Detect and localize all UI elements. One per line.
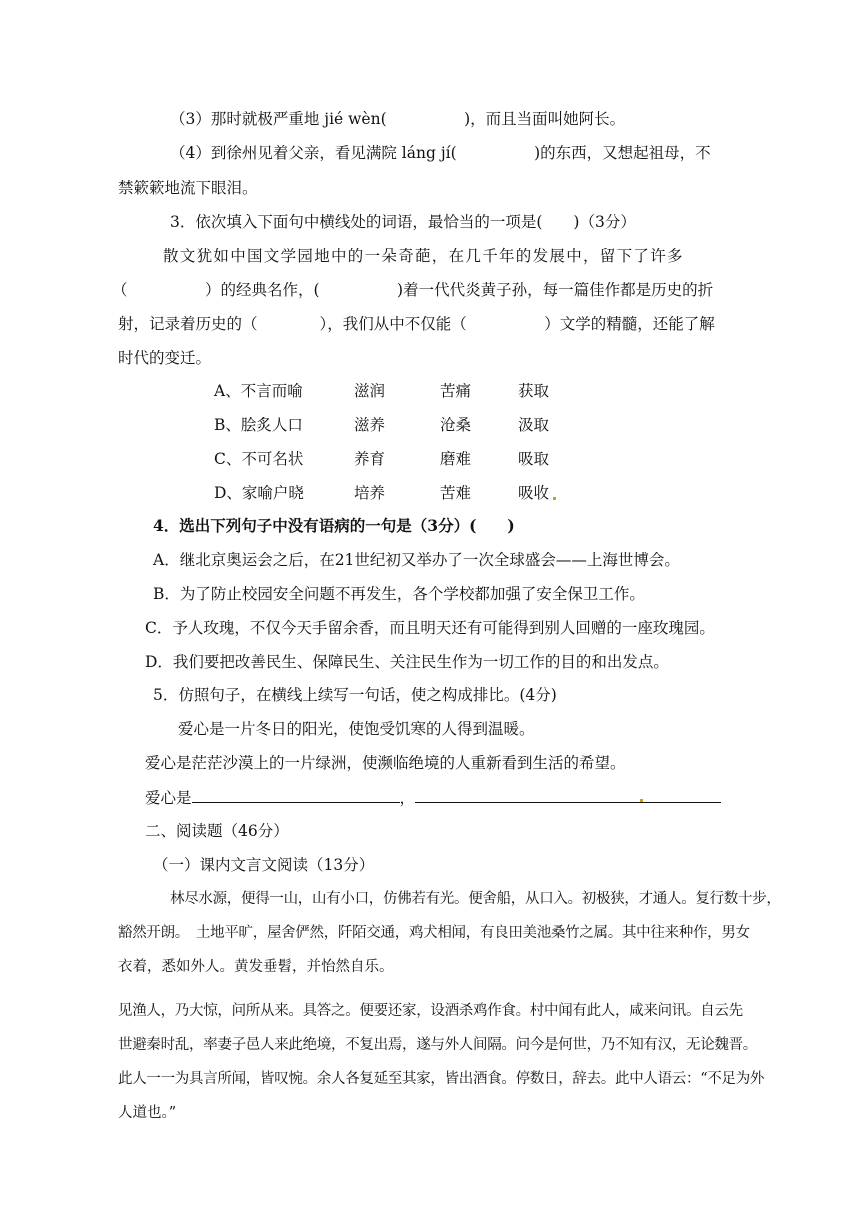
q3-para-line2: （ ）的经典名作，( )着一代代炎黄子孙，每一篇佳作都是历史的折 xyxy=(112,281,714,299)
q3-stem: 3．依次填入下面句中横线处的词语，最恰当的一项是( )（3分） xyxy=(170,213,636,231)
q5-answer-line xyxy=(145,786,721,809)
q4-option-c[interactable]: C．予人玫瑰，不仅今天手留余香，而且明天还有可能得到别人回赠的一座玫瑰园。 xyxy=(145,619,715,637)
yellow-dot-mark xyxy=(553,497,556,500)
q3-para-line3: 射，记录着历史的（ ），我们从中不仅能（ ）文学的精髓，还能了解 xyxy=(118,315,715,333)
option-label: A、不言而喻 xyxy=(214,382,303,400)
section-2-subsection-1: （一）课内文言文阅读（13分） xyxy=(153,856,375,874)
q5-answer-prefix: 爱心是 xyxy=(145,789,192,807)
q3-para-line4: 时代的变迁。 xyxy=(118,349,212,367)
q5-example-2: 爱心是茫茫沙漠上的一片绿洲，使濒临绝境的人重新看到生活的希望。 xyxy=(145,754,626,772)
passage-line-1: 林尽水源，便得一山，山有小口，仿佛若有光。便舍船，从口入。初极狭，才通人。复行数十步， xyxy=(170,891,781,907)
option-label: D、家喻户晓 xyxy=(214,484,304,502)
q2-item-3: （3）那时就极严重地 jié wèn( )，而且当面叫她阿长。 xyxy=(170,110,626,128)
passage-line-6: 此人一一为具言所闻，皆叹惋。余人各复延至其家，皆出酒食。停数日，辞去。此中人语云：“不足为外 xyxy=(118,1071,765,1087)
passage-line-5: 世避秦时乱，率妻子邑人来此绝境，不复出焉，遂与外人间隔。问今是何世，乃不知有汉，无论魏晋。 xyxy=(118,1037,757,1053)
q5-stem: 5．仿照句子，在横线上续写一句话，使之构成排比。(4分) xyxy=(153,686,557,704)
option-word-2: 滋养 xyxy=(354,416,386,434)
section-2-title: 二、阅读题（46分） xyxy=(145,822,289,840)
q5-answer-comma: ， xyxy=(399,789,416,807)
q2-item-4: （4）到徐州见着父亲，看见满院 láng jí( )的东西，又想起祖母，不 xyxy=(170,144,711,162)
option-word-3: 沧桑 xyxy=(440,416,472,434)
option-word-4: 汲取 xyxy=(518,416,550,434)
option-word-3: 苦痛 xyxy=(440,382,472,400)
passage-line-4: 见渔人，乃大惊，问所从来。具答之。便要还家，设酒杀鸡作食。村中闻有此人，咸来问讯。自云先 xyxy=(118,1003,743,1019)
passage-line-2: 豁然开朗。 土地平旷，屋舍俨然，阡陌交通，鸡犬相闻，有良田美池桑竹之属。其中往来种作，男女 xyxy=(118,925,750,941)
option-word-2: 培养 xyxy=(354,484,386,502)
passage-line-7: 人道也。” xyxy=(118,1105,177,1121)
q5-example-1: 爱心是一片冬日的阳光，使饱受饥寒的人得到温暖。 xyxy=(178,720,535,738)
option-word-4: 获取 xyxy=(518,382,550,400)
q4-option-b[interactable]: B．为了防止校园安全问题不再发生，各个学校都加强了安全保卫工作。 xyxy=(153,585,645,603)
option-label: B、脍炙人口 xyxy=(214,416,303,434)
option-label: C、不可名状 xyxy=(214,450,304,468)
option-word-4: 吸收 xyxy=(518,484,550,502)
option-word-4: 吸取 xyxy=(518,450,550,468)
q5-answer-blank-2[interactable] xyxy=(415,786,721,803)
option-word-3: 苦难 xyxy=(440,484,472,502)
option-word-2: 滋润 xyxy=(354,382,386,400)
q4-option-a[interactable]: A．继北京奥运会之后，在21世纪初又举办了一次全球盛会——上海世博会。 xyxy=(153,551,680,569)
option-word-2: 养育 xyxy=(354,450,386,468)
q4-option-d[interactable]: D．我们要把改善民生、保障民生、关注民生作为一切工作的目的和出发点。 xyxy=(145,653,669,671)
q3-para-line1: 散文犹如中国文学园地中的一朵奇葩，在几千年的发展中，留下了许多 xyxy=(163,247,684,265)
yellow-dot-mark xyxy=(640,799,643,802)
q5-answer-blank-1[interactable] xyxy=(192,786,400,803)
passage-line-3: 衣着，悉如外人。黄发垂髫，并怡然自乐。 xyxy=(118,959,394,975)
option-word-3: 磨难 xyxy=(440,450,472,468)
q2-item-4-cont: 禁簌簌地流下眼泪。 xyxy=(118,179,258,197)
q4-stem: 4．选出下列句子中没有语病的一句是（3分）( ) xyxy=(153,516,515,535)
